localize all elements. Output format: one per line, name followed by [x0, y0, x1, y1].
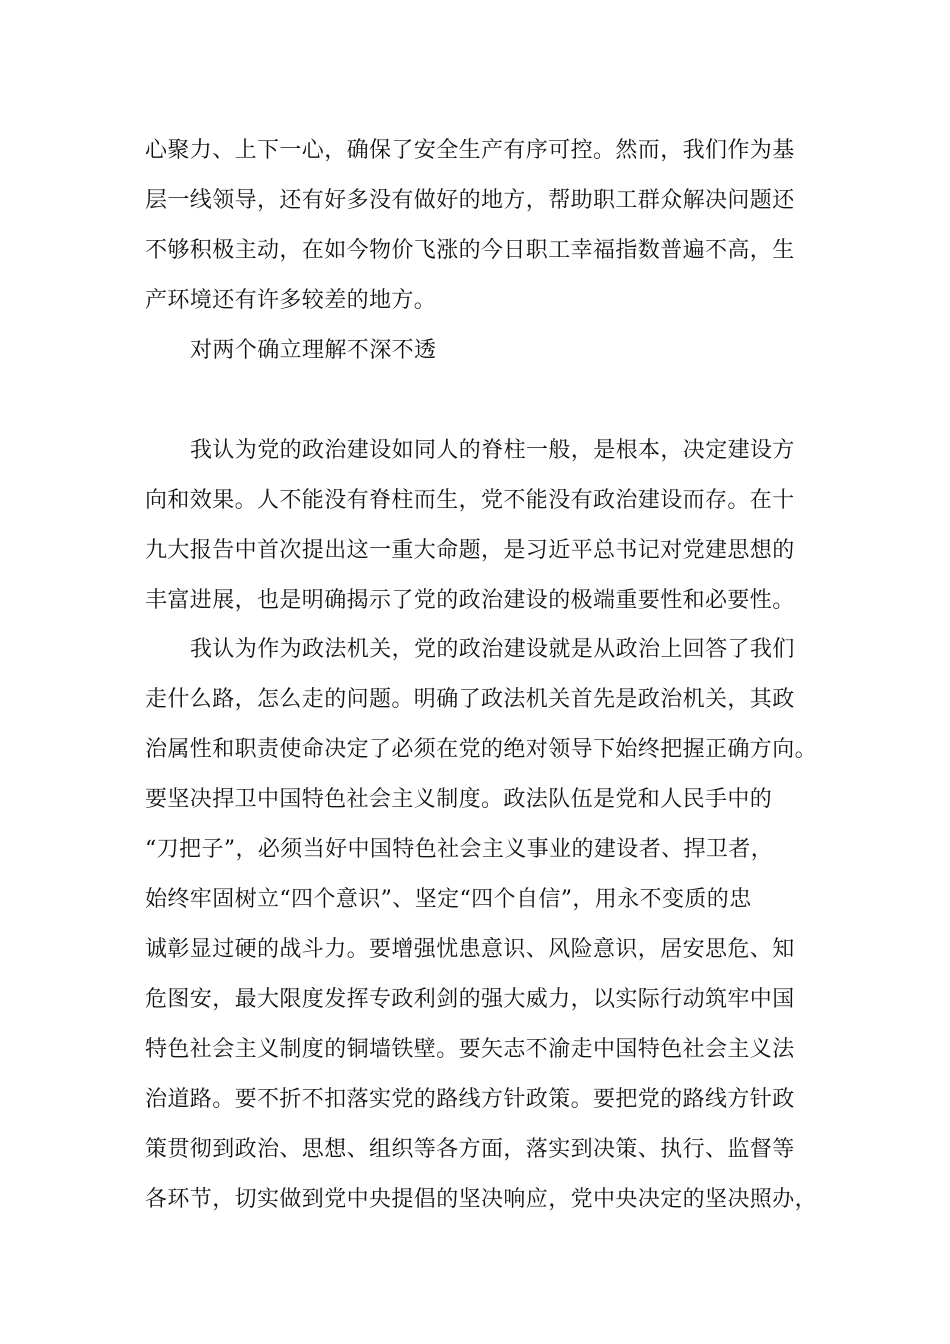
text-line: 危图安，最大限度发挥专政利剑的强大威力，以实际行动筑牢中国 — [145, 987, 795, 1012]
text-line: 产环境还有许多较差的地方。 — [145, 288, 437, 313]
text-line: 走什么路，怎么走的问题。明确了政法机关首先是政治机关，其政 — [145, 687, 795, 712]
text-line: “刀把子”，必须当好中国特色社会主义事业的建设者、捍卫者， — [145, 837, 774, 862]
text-line: 策贯彻到政治、思想、组织等各方面，落实到决策、执行、监督等 — [145, 1137, 795, 1162]
text-line: 我认为作为政法机关，党的政治建设就是从政治上回答了我们 — [190, 637, 795, 662]
text-line: 治属性和职责使命决定了必须在党的绝对领导下始终把握正确方向。 — [145, 737, 818, 762]
text-line: 特色社会主义制度的铜墙铁壁。要矢志不渝走中国特色社会主义法 — [145, 1037, 795, 1062]
text-line: 要坚决捍卫中国特色社会主义制度。政法队伍是党和人民手中的 — [145, 787, 773, 812]
text-line: 九大报告中首次提出这一重大命题，是习近平总书记对党建思想的 — [145, 538, 795, 563]
text-line: 层一线领导，还有好多没有做好的地方，帮助职工群众解决问题还 — [145, 188, 795, 213]
text-line: 不够积极主动，在如今物价飞涨的今日职工幸福指数普遍不高，生 — [145, 238, 795, 263]
text-line: 丰富进展，也是明确揭示了党的政治建设的极端重要性和必要性。 — [145, 588, 795, 613]
text-line: 心聚力、上下一心，确保了安全生产有序可控。然而，我们作为基 — [145, 138, 795, 163]
section-heading: 对两个确立理解不深不透 — [190, 338, 437, 363]
text-line: 诚彰显过硬的战斗力。要增强忧患意识、风险意识，居安思危、知 — [145, 937, 795, 962]
text-line: 各环节，切实做到党中央提倡的坚决响应，党中央决定的坚决照办， — [145, 1187, 818, 1212]
text-line: 向和效果。人不能没有脊柱而生，党不能没有政治建设而存。在十 — [145, 488, 795, 513]
text-line: 治道路。要不折不扣落实党的路线方针政策。要把党的路线方针政 — [145, 1087, 795, 1112]
text-line: 我认为党的政治建设如同人的脊柱一般，是根本，决定建设方 — [190, 438, 795, 463]
text-line: 始终牢固树立“四个意识”、坚定“四个自信”，用永不变质的忠 — [145, 887, 752, 912]
